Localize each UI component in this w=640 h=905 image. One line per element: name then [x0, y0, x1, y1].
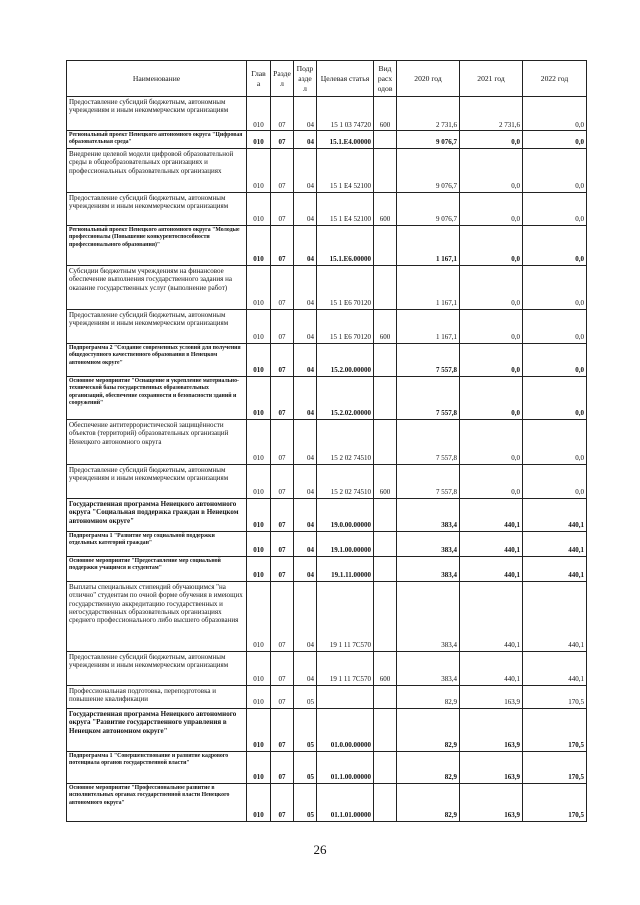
row-expense-type [374, 751, 397, 783]
row-amount-2021: 440,1 [460, 556, 523, 581]
row-expense-type [374, 148, 397, 192]
row-name: Подпрограмма 1 "Совершенствование и развитие кадрового потенциала органов государственной власти" [67, 751, 247, 783]
row-subsection: 04 [294, 343, 317, 376]
row-amount-2020: 9 076,7 [397, 131, 460, 149]
row-amount-2022: 170,5 [523, 783, 587, 821]
row-section: 07 [271, 464, 294, 498]
table-row [67, 419, 587, 464]
table-row [67, 97, 587, 131]
row-name: Предоставление субсидий бюджетным, автономным учреждениям и иным некоммерческим организациям [67, 97, 247, 131]
row-target-article: 19.1.00.00000 [317, 531, 374, 556]
row-amount-2021: 163,9 [460, 783, 523, 821]
row-chapter: 010 [247, 556, 271, 581]
row-amount-2021: 163,9 [460, 751, 523, 783]
row-amount-2022: 0,0 [523, 419, 587, 464]
row-amount-2022: 440,1 [523, 581, 587, 651]
row-amount-2021: 440,1 [460, 498, 523, 531]
row-target-article: 19.0.00.00000 [317, 498, 374, 531]
row-target-article: 15.1.Е6.00000 [317, 225, 374, 265]
row-subsection: 04 [294, 498, 317, 531]
row-name: Предоставление субсидий бюджетным, автономным учреждениям и иным некоммерческим организациям [67, 192, 247, 225]
row-expense-type: 600 [374, 464, 397, 498]
row-name: Предоставление субсидий бюджетным, автономным учреждениям и иным некоммерческим организациям [67, 309, 247, 343]
row-amount-2020: 1 167,1 [397, 309, 460, 343]
row-amount-2022: 0,0 [523, 265, 587, 309]
row-amount-2020: 7 557,8 [397, 464, 460, 498]
row-expense-type: 600 [374, 192, 397, 225]
row-target-article: 01.1.00.00000 [317, 751, 374, 783]
row-expense-type [374, 685, 397, 708]
row-name: Подпрограмма 1 "Развитие мер социальной поддержки отдельных категорий граждан" [67, 531, 247, 556]
table-row [67, 309, 587, 343]
row-chapter: 010 [247, 148, 271, 192]
row-expense-type [374, 708, 397, 751]
row-name: Обеспечение антитеррористической защищённости объектов (территорий) образовательных организаций Ненецкого автономного округа [67, 419, 247, 464]
row-subsection: 05 [294, 783, 317, 821]
row-chapter: 010 [247, 225, 271, 265]
row-section: 07 [271, 581, 294, 651]
col-header-2022: 2022 год [523, 61, 587, 97]
row-amount-2022: 0,0 [523, 192, 587, 225]
row-target-article: 15 2 02 74510 [317, 419, 374, 464]
table-row [67, 498, 587, 531]
row-amount-2022: 170,5 [523, 751, 587, 783]
row-expense-type [374, 376, 397, 419]
row-name: Субсидии бюджетным учреждениям на финансовое обеспечение выполнения государственного задания на оказание государственных услуг (выполнение работ) [67, 265, 247, 309]
row-amount-2020: 383,4 [397, 581, 460, 651]
row-chapter: 010 [247, 498, 271, 531]
row-amount-2022: 170,5 [523, 708, 587, 751]
row-subsection: 05 [294, 708, 317, 751]
row-target-article: 01.0.00.00000 [317, 708, 374, 751]
row-chapter: 010 [247, 531, 271, 556]
row-amount-2020: 82,9 [397, 751, 460, 783]
table-row [67, 651, 587, 685]
row-subsection: 05 [294, 685, 317, 708]
row-amount-2020: 383,4 [397, 531, 460, 556]
row-amount-2020: 7 557,8 [397, 343, 460, 376]
col-header-target-article: Целевая статья [317, 61, 374, 97]
row-name: Основное мероприятие "Предоставление мер социальной поддержки учащимся и студентам" [67, 556, 247, 581]
page-number: 26 [313, 842, 327, 857]
row-target-article: 01.1.01.00000 [317, 783, 374, 821]
table-row [67, 708, 587, 751]
row-amount-2021: 0,0 [460, 309, 523, 343]
row-amount-2022: 0,0 [523, 464, 587, 498]
row-amount-2021: 0,0 [460, 225, 523, 265]
row-amount-2022: 0,0 [523, 131, 587, 149]
row-target-article: 15.1.Е4.00000 [317, 131, 374, 149]
row-expense-type [374, 343, 397, 376]
table-row [67, 131, 587, 149]
table-row [67, 556, 587, 581]
row-amount-2020: 7 557,8 [397, 376, 460, 419]
row-section: 07 [271, 783, 294, 821]
row-amount-2020: 9 076,7 [397, 192, 460, 225]
row-amount-2021: 440,1 [460, 651, 523, 685]
row-chapter: 010 [247, 376, 271, 419]
row-name: Государственная программа Ненецкого автономного округа "Социальная поддержка граждан в Ненецком автономном округе" [67, 498, 247, 531]
row-target-article: 19 1 11 7С570 [317, 581, 374, 651]
row-amount-2021: 0,0 [460, 464, 523, 498]
col-header-chapter: Глав а [247, 61, 271, 97]
row-chapter: 010 [247, 708, 271, 751]
row-subsection: 04 [294, 419, 317, 464]
row-amount-2020: 383,4 [397, 498, 460, 531]
row-target-article [317, 685, 374, 708]
row-name: Региональный проект Ненецкого автономного округа "Молодые профессионалы (Повышение конкурентоспособности профессионального образования)" [67, 225, 247, 265]
row-chapter: 010 [247, 751, 271, 783]
row-amount-2022: 0,0 [523, 97, 587, 131]
row-target-article: 19 1 11 7С570 [317, 651, 374, 685]
row-target-article: 15 1 Е4 52100 [317, 148, 374, 192]
row-subsection: 04 [294, 556, 317, 581]
row-name: Основное мероприятие "Оснащение и укрепление материально-технической базы государственных образовательных организаций, обеспечение сохранности и безопасности зданий и сооружений" [67, 376, 247, 419]
row-target-article: 15 1 Е4 52100 [317, 192, 374, 225]
table-row [67, 225, 587, 265]
row-amount-2022: 440,1 [523, 498, 587, 531]
row-amount-2020: 2 731,6 [397, 97, 460, 131]
row-expense-type [374, 419, 397, 464]
row-target-article: 15.2.02.00000 [317, 376, 374, 419]
row-name: Предоставление субсидий бюджетным, автономным учреждениям и иным некоммерческим организациям [67, 651, 247, 685]
row-amount-2021: 0,0 [460, 192, 523, 225]
row-section: 07 [271, 97, 294, 131]
table-row [67, 464, 587, 498]
row-subsection: 04 [294, 265, 317, 309]
col-header-2020: 2020 год [397, 61, 460, 97]
row-name: Региональный проект Ненецкого автономного округа "Цифровая образовательная среда" [67, 131, 247, 149]
col-header-name: Наименование [67, 61, 247, 97]
row-section: 07 [271, 309, 294, 343]
row-section: 07 [271, 225, 294, 265]
row-subsection: 04 [294, 225, 317, 265]
row-subsection: 04 [294, 131, 317, 149]
row-amount-2020: 82,9 [397, 708, 460, 751]
row-amount-2022: 0,0 [523, 148, 587, 192]
row-subsection: 05 [294, 751, 317, 783]
row-target-article: 15 1 Е6 70120 [317, 265, 374, 309]
row-amount-2022: 170,5 [523, 685, 587, 708]
table-row [67, 265, 587, 309]
row-section: 07 [271, 376, 294, 419]
table-row [67, 783, 587, 821]
row-subsection: 04 [294, 148, 317, 192]
row-section: 07 [271, 148, 294, 192]
row-section: 07 [271, 531, 294, 556]
row-name: Внедрение целевой модели цифровой образовательной среды в общеобразовательных организациях и профессиональных образовательных организациях [67, 148, 247, 192]
row-amount-2022: 0,0 [523, 225, 587, 265]
row-expense-type [374, 498, 397, 531]
row-amount-2021: 0,0 [460, 419, 523, 464]
row-chapter: 010 [247, 581, 271, 651]
row-target-article: 15.2.00.00000 [317, 343, 374, 376]
row-amount-2020: 7 557,8 [397, 419, 460, 464]
row-subsection: 04 [294, 192, 317, 225]
row-section: 07 [271, 751, 294, 783]
row-subsection: 04 [294, 97, 317, 131]
row-chapter: 010 [247, 464, 271, 498]
row-subsection: 04 [294, 531, 317, 556]
row-amount-2020: 383,4 [397, 556, 460, 581]
row-name: Профессиональная подготовка, переподготовка и повышение квалификации [67, 685, 247, 708]
row-chapter: 010 [247, 309, 271, 343]
row-section: 07 [271, 419, 294, 464]
row-target-article: 15 2 02 74510 [317, 464, 374, 498]
row-name: Основное мероприятие "Профессиональное развитие в исполнительных органах государственной власти Ненецкого автономного округа" [67, 783, 247, 821]
row-subsection: 04 [294, 309, 317, 343]
row-amount-2020: 1 167,1 [397, 225, 460, 265]
row-chapter: 010 [247, 419, 271, 464]
row-chapter: 010 [247, 192, 271, 225]
col-header-2021: 2021 год [460, 61, 523, 97]
row-amount-2020: 383,4 [397, 651, 460, 685]
row-target-article: 15 1 Е6 70120 [317, 309, 374, 343]
row-chapter: 010 [247, 265, 271, 309]
row-section: 07 [271, 685, 294, 708]
row-name: Выплаты специальных стипендий обучающимся "на отлично" студентам по очной форме обучения в имеющих государственную аккредитацию государственных и негосударственных образовательных организациях среднего профессионального либо высшего образования [67, 581, 247, 651]
budget-table [66, 60, 587, 822]
row-name: Предоставление субсидий бюджетным, автономным учреждениям и иным некоммерческим организациям [67, 464, 247, 498]
col-header-section: Разде л [271, 61, 294, 97]
table-row [67, 148, 587, 192]
row-chapter: 010 [247, 685, 271, 708]
row-amount-2020: 82,9 [397, 783, 460, 821]
row-chapter: 010 [247, 343, 271, 376]
row-name: Государственная программа Ненецкого автономного округа "Развитие государственного управления в Ненецком автономном округе" [67, 708, 247, 751]
row-subsection: 04 [294, 464, 317, 498]
row-expense-type [374, 556, 397, 581]
row-section: 07 [271, 265, 294, 309]
col-header-subsection: Подр азде л [294, 61, 317, 97]
row-amount-2022: 0,0 [523, 343, 587, 376]
row-name: Подпрограмма 2 "Создание современных условий для получения общедоступного качественного образования в Ненецком автономном округе" [67, 343, 247, 376]
row-expense-type [374, 531, 397, 556]
row-target-article: 15 1 03 74720 [317, 97, 374, 131]
row-amount-2021: 440,1 [460, 581, 523, 651]
row-expense-type: 600 [374, 97, 397, 131]
row-subsection: 04 [294, 651, 317, 685]
row-amount-2022: 440,1 [523, 531, 587, 556]
row-amount-2022: 0,0 [523, 376, 587, 419]
row-amount-2021: 0,0 [460, 131, 523, 149]
row-expense-type [374, 131, 397, 149]
row-section: 07 [271, 192, 294, 225]
row-expense-type [374, 581, 397, 651]
table-row [67, 192, 587, 225]
row-section: 07 [271, 556, 294, 581]
table-row [67, 685, 587, 708]
row-amount-2021: 163,9 [460, 708, 523, 751]
row-amount-2021: 0,0 [460, 343, 523, 376]
row-section: 07 [271, 498, 294, 531]
row-amount-2021: 163,9 [460, 685, 523, 708]
row-section: 07 [271, 131, 294, 149]
row-chapter: 010 [247, 651, 271, 685]
row-amount-2021: 0,0 [460, 148, 523, 192]
row-expense-type [374, 265, 397, 309]
table-row [67, 581, 587, 651]
row-amount-2022: 440,1 [523, 556, 587, 581]
row-amount-2021: 440,1 [460, 531, 523, 556]
row-amount-2020: 9 076,7 [397, 148, 460, 192]
row-amount-2021: 2 731,6 [460, 97, 523, 131]
table-row [67, 751, 587, 783]
table-header-row [67, 61, 587, 97]
row-target-article: 19.1.11.00000 [317, 556, 374, 581]
table-row [67, 343, 587, 376]
row-amount-2020: 82,9 [397, 685, 460, 708]
row-subsection: 04 [294, 376, 317, 419]
row-expense-type [374, 225, 397, 265]
row-section: 07 [271, 343, 294, 376]
row-amount-2022: 0,0 [523, 309, 587, 343]
row-amount-2022: 440,1 [523, 651, 587, 685]
row-chapter: 010 [247, 131, 271, 149]
row-expense-type [374, 783, 397, 821]
col-header-expense-type: Вид расх одов [374, 61, 397, 97]
row-chapter: 010 [247, 97, 271, 131]
row-subsection: 04 [294, 581, 317, 651]
table-row [67, 531, 587, 556]
row-expense-type: 600 [374, 309, 397, 343]
row-section: 07 [271, 651, 294, 685]
row-amount-2021: 0,0 [460, 265, 523, 309]
row-section: 07 [271, 708, 294, 751]
row-amount-2021: 0,0 [460, 376, 523, 419]
table-row [67, 376, 587, 419]
row-chapter: 010 [247, 783, 271, 821]
row-expense-type: 600 [374, 651, 397, 685]
row-amount-2020: 1 167,1 [397, 265, 460, 309]
